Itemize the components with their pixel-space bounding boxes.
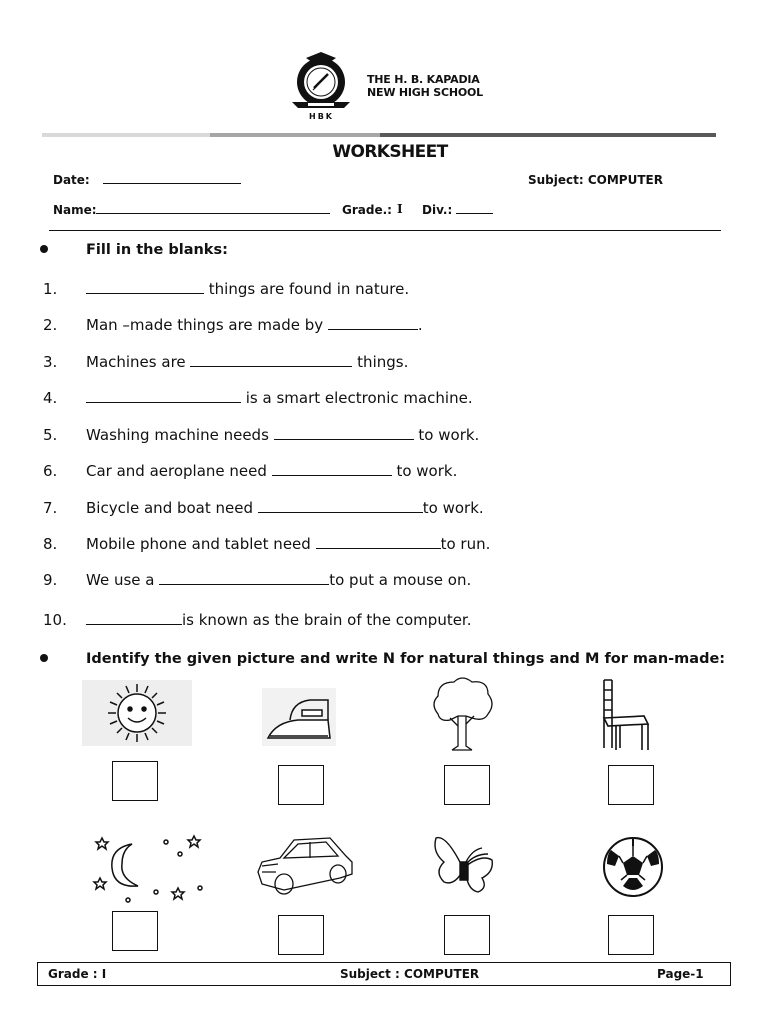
question-10: 10. is known as the brain of the computer.	[43, 611, 472, 629]
answer-blank[interactable]	[272, 461, 392, 476]
chair-icon	[598, 676, 654, 752]
name-label: Name:	[53, 203, 97, 217]
question-9: 9. We use a to put a mouse on.	[43, 571, 472, 589]
answer-blank[interactable]	[328, 315, 418, 330]
header-divider	[49, 230, 721, 231]
answer-blank[interactable]	[159, 570, 329, 585]
header-bar-mid	[210, 133, 380, 137]
page-title: WORKSHEET	[332, 142, 448, 162]
section-fill-blanks	[40, 242, 228, 258]
div-blank	[456, 213, 493, 214]
answer-blank[interactable]	[274, 425, 414, 440]
answer-box-iron[interactable]	[278, 765, 324, 805]
page-footer	[37, 962, 731, 986]
question-1: 1. things are found in nature.	[43, 280, 410, 298]
school-name	[367, 73, 483, 99]
div-label: Div.:	[422, 203, 453, 217]
subject-label: Subject: COMPUTER	[528, 173, 663, 187]
bullet-icon	[40, 654, 48, 662]
question-3: 3. Machines are things.	[43, 353, 409, 371]
answer-blank[interactable]	[86, 388, 241, 403]
section-fill-blanks-heading: Fill in the blanks:	[86, 242, 228, 258]
school-name-line1: THE H. B. KAPADIA	[367, 73, 480, 86]
answer-blank[interactable]	[86, 610, 182, 625]
date-blank	[103, 183, 241, 184]
school-logo-seal	[284, 50, 358, 110]
bullet-icon	[40, 245, 48, 253]
footer-subject: Subject : COMPUTER	[340, 967, 480, 981]
answer-blank[interactable]	[190, 352, 352, 367]
answer-box-chair[interactable]	[608, 765, 654, 805]
answer-blank[interactable]	[316, 534, 441, 549]
butterfly-icon	[432, 832, 496, 898]
answer-box-car[interactable]	[278, 915, 324, 955]
question-7: 7. Bicycle and boat need to work.	[43, 499, 484, 517]
header-bar-light	[42, 133, 210, 137]
answer-box-moon[interactable]	[112, 911, 158, 951]
grade-value: I	[397, 202, 403, 216]
school-abbrev: HBK	[309, 112, 334, 121]
answer-blank[interactable]	[86, 279, 204, 294]
name-blank	[96, 213, 330, 214]
football-icon	[601, 836, 665, 898]
tree-icon	[428, 676, 496, 754]
question-6: 6. Car and aeroplane need to work.	[43, 462, 458, 480]
footer-grade: Grade : I	[48, 967, 107, 981]
school-name-line2: NEW HIGH SCHOOL	[367, 86, 483, 99]
section-identify-heading: Identify the given picture and write N for natural things and M for man-made:	[86, 651, 726, 667]
question-2: 2. Man –made things are made by .	[43, 316, 423, 334]
iron-icon	[262, 688, 336, 746]
sun-icon	[82, 680, 192, 746]
moon-stars-icon	[92, 832, 214, 906]
header-bar-dark	[380, 133, 716, 137]
question-4: 4. is a smart electronic machine.	[43, 389, 473, 407]
car-icon	[254, 832, 356, 898]
answer-box-tree[interactable]	[444, 765, 490, 805]
grade-label: Grade.:	[342, 203, 392, 217]
question-5: 5. Washing machine needs to work.	[43, 426, 480, 444]
section-identify	[40, 651, 725, 667]
date-label: Date:	[53, 173, 90, 187]
answer-box-football[interactable]	[608, 915, 654, 955]
answer-box-sun[interactable]	[112, 761, 158, 801]
answer-blank[interactable]	[258, 498, 423, 513]
footer-page: Page-1	[657, 967, 704, 981]
question-8: 8. Mobile phone and tablet need to run.	[43, 535, 491, 553]
answer-box-butterfly[interactable]	[444, 915, 490, 955]
